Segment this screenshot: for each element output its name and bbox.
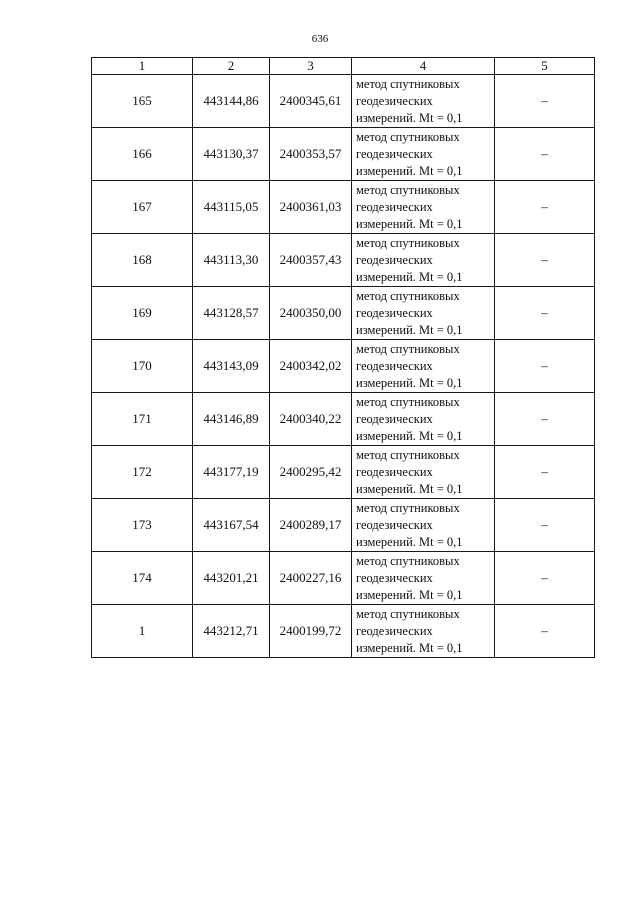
- y-coordinate-cell: 2400199,72: [270, 605, 352, 658]
- method-line: геодезических: [356, 623, 433, 638]
- table-body: [92, 75, 595, 658]
- point-number-cell: 166: [92, 128, 193, 181]
- column-header: 2: [193, 58, 270, 75]
- note-cell: –: [495, 340, 595, 393]
- column-header: 4: [352, 58, 495, 75]
- note-cell: –: [495, 234, 595, 287]
- y-coordinate-cell: 2400342,02: [270, 340, 352, 393]
- y-coordinate-cell: 2400353,57: [270, 128, 352, 181]
- method-line: геодезических: [356, 411, 433, 426]
- note-cell: –: [495, 181, 595, 234]
- point-number-cell: 174: [92, 552, 193, 605]
- method-line: метод спутниковых: [356, 235, 460, 250]
- method-line: метод спутниковых: [356, 553, 460, 568]
- method-cell: [352, 287, 495, 340]
- note-cell: –: [495, 393, 595, 446]
- method-line: измерений. Mt = 0,1: [356, 481, 463, 496]
- method-line: геодезических: [356, 305, 433, 320]
- method-line: измерений. Mt = 0,1: [356, 322, 463, 337]
- method-line: измерений. Mt = 0,1: [356, 428, 463, 443]
- method-line: геодезических: [356, 464, 433, 479]
- y-coordinate-cell: 2400340,22: [270, 393, 352, 446]
- table-row: [92, 287, 595, 340]
- point-number-cell: 171: [92, 393, 193, 446]
- method-line: метод спутниковых: [356, 182, 460, 197]
- table-row: [92, 499, 595, 552]
- x-coordinate-cell: 443144,86: [193, 75, 270, 128]
- method-cell: [352, 446, 495, 499]
- note-cell: –: [495, 75, 595, 128]
- method-line: геодезических: [356, 199, 433, 214]
- point-number-cell: 172: [92, 446, 193, 499]
- coordinates-table: [91, 57, 595, 658]
- note-cell: –: [495, 499, 595, 552]
- method-cell: [352, 75, 495, 128]
- table-row: [92, 552, 595, 605]
- method-line: метод спутниковых: [356, 500, 460, 515]
- x-coordinate-cell: 443212,71: [193, 605, 270, 658]
- y-coordinate-cell: 2400357,43: [270, 234, 352, 287]
- x-coordinate-cell: 443143,09: [193, 340, 270, 393]
- method-line: геодезических: [356, 358, 433, 373]
- method-line: измерений. Mt = 0,1: [356, 216, 463, 231]
- note-cell: –: [495, 128, 595, 181]
- method-line: геодезических: [356, 252, 433, 267]
- method-cell: [352, 340, 495, 393]
- method-line: метод спутниковых: [356, 447, 460, 462]
- method-line: измерений. Mt = 0,1: [356, 375, 463, 390]
- method-line: геодезических: [356, 93, 433, 108]
- method-cell: [352, 552, 495, 605]
- note-cell: –: [495, 605, 595, 658]
- note-cell: –: [495, 552, 595, 605]
- method-cell: [352, 234, 495, 287]
- table-row: [92, 446, 595, 499]
- method-line: измерений. Mt = 0,1: [356, 110, 463, 125]
- x-coordinate-cell: 443146,89: [193, 393, 270, 446]
- table-row: [92, 128, 595, 181]
- y-coordinate-cell: 2400295,42: [270, 446, 352, 499]
- point-number-cell: 170: [92, 340, 193, 393]
- method-line: метод спутниковых: [356, 129, 460, 144]
- y-coordinate-cell: 2400350,00: [270, 287, 352, 340]
- method-line: геодезических: [356, 570, 433, 585]
- y-coordinate-cell: 2400345,61: [270, 75, 352, 128]
- method-line: геодезических: [356, 146, 433, 161]
- note-cell: –: [495, 287, 595, 340]
- table-row: [92, 75, 595, 128]
- x-coordinate-cell: 443113,30: [193, 234, 270, 287]
- method-cell: [352, 499, 495, 552]
- column-header: 1: [92, 58, 193, 75]
- point-number-cell: 167: [92, 181, 193, 234]
- x-coordinate-cell: 443177,19: [193, 446, 270, 499]
- method-line: метод спутниковых: [356, 394, 460, 409]
- table-row: [92, 605, 595, 658]
- page-number: 636: [311, 33, 329, 45]
- method-cell: [352, 181, 495, 234]
- method-line: метод спутниковых: [356, 341, 460, 356]
- header-row: [92, 58, 595, 75]
- x-coordinate-cell: 443167,54: [193, 499, 270, 552]
- method-line: измерений. Mt = 0,1: [356, 534, 463, 549]
- method-line: измерений. Mt = 0,1: [356, 640, 463, 655]
- table-row: [92, 340, 595, 393]
- method-line: метод спутниковых: [356, 606, 460, 621]
- point-number-cell: 169: [92, 287, 193, 340]
- method-cell: [352, 393, 495, 446]
- point-number-cell: 165: [92, 75, 193, 128]
- point-number-cell: 168: [92, 234, 193, 287]
- table-row: [92, 181, 595, 234]
- point-number-cell: 173: [92, 499, 193, 552]
- column-header: 5: [495, 58, 595, 75]
- x-coordinate-cell: 443201,21: [193, 552, 270, 605]
- table-row: [92, 393, 595, 446]
- x-coordinate-cell: 443128,57: [193, 287, 270, 340]
- table-row: [92, 234, 595, 287]
- point-number-cell: 1: [92, 605, 193, 658]
- method-line: измерений. Mt = 0,1: [356, 587, 463, 602]
- note-cell: –: [495, 446, 595, 499]
- method-line: метод спутниковых: [356, 288, 460, 303]
- column-header: 3: [270, 58, 352, 75]
- method-line: геодезических: [356, 517, 433, 532]
- method-line: измерений. Mt = 0,1: [356, 269, 463, 284]
- method-line: измерений. Mt = 0,1: [356, 163, 463, 178]
- y-coordinate-cell: 2400227,16: [270, 552, 352, 605]
- x-coordinate-cell: 443130,37: [193, 128, 270, 181]
- method-line: метод спутниковых: [356, 76, 460, 91]
- y-coordinate-cell: 2400289,17: [270, 499, 352, 552]
- x-coordinate-cell: 443115,05: [193, 181, 270, 234]
- method-cell: [352, 128, 495, 181]
- y-coordinate-cell: 2400361,03: [270, 181, 352, 234]
- method-cell: [352, 605, 495, 658]
